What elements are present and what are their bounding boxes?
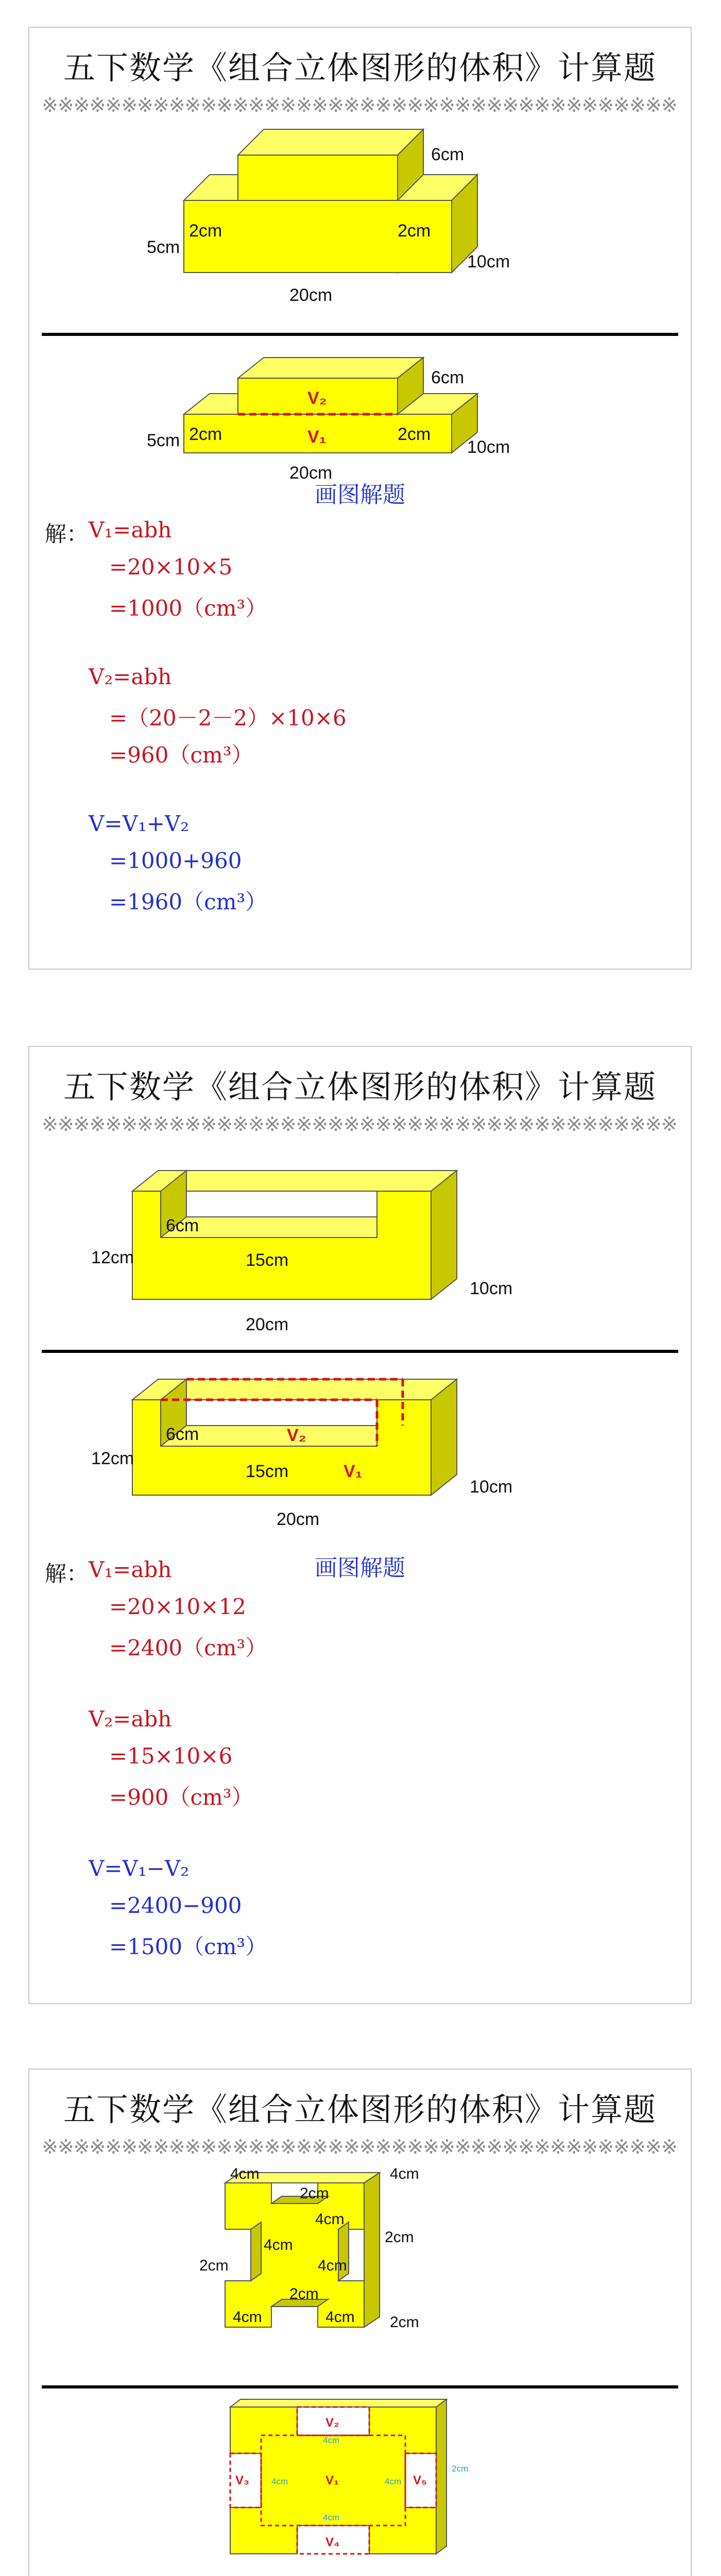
section-divider	[42, 333, 678, 336]
label-top-notch: 2cm	[300, 2185, 329, 2202]
solution-line: =20×10×12	[109, 1594, 246, 1619]
label-right-notch: 2cm	[385, 2229, 414, 2246]
label-small-right-depth: 2cm	[452, 2464, 469, 2473]
label-length: 20cm	[289, 463, 333, 483]
label-depth: 10cm	[467, 437, 510, 457]
label-v1: V₁	[307, 427, 327, 447]
label-middle-length: 15cm	[246, 1250, 289, 1270]
solution-line: =900（cm³）	[109, 1785, 253, 1810]
label-v3: V₃	[235, 2473, 250, 2487]
label-height: 12cm	[91, 1449, 134, 1468]
solution-line: =1500（cm³）	[109, 1934, 267, 1959]
solution-line: =1000（cm³）	[109, 596, 267, 621]
label-small-bottom: 4cm	[323, 2513, 340, 2522]
label-v1: V₁	[325, 2473, 339, 2487]
label-depth: 10cm	[470, 1279, 513, 1298]
label-depth: 10cm	[467, 252, 510, 272]
solution-line: V₂=abh	[89, 1706, 172, 1732]
label-left-width: 2cm	[189, 425, 222, 444]
solution-line: =960（cm³）	[109, 742, 253, 768]
solution-line: =2400−900	[109, 1893, 242, 1918]
problem-card-1	[28, 27, 692, 970]
star-separator: ※※※※※※※※※※※※※※※※※※※※※※※※※※※※※※※※※※※※※※※※	[42, 2136, 677, 2158]
label-small-right: 4cm	[385, 2477, 402, 2486]
label-small-left: 4cm	[271, 2477, 288, 2486]
label-middle-length: 15cm	[246, 1462, 289, 1481]
solution-line: V₁=abh	[89, 1557, 172, 1582]
label-v2: V₂	[287, 1426, 306, 1445]
label-base-height: 5cm	[147, 431, 180, 450]
hint-draw-to-solve: 画图解题	[315, 482, 405, 508]
label-bottom-notch: 2cm	[289, 2285, 319, 2302]
label-depth: 10cm	[470, 1477, 513, 1497]
label-height: 12cm	[91, 1248, 134, 1267]
label-v4: V₄	[325, 2535, 340, 2549]
solution-line: =2400（cm³）	[109, 1635, 267, 1660]
label-small-top: 4cm	[323, 2435, 340, 2445]
solution-line: =20×10×5	[109, 554, 233, 580]
label-center-bottom: 4cm	[318, 2257, 347, 2274]
stepped-prism-figure	[29, 118, 693, 324]
solution-line: =（20－2－2）×10×6	[109, 705, 347, 731]
label-inner-height: 6cm	[166, 1216, 199, 1235]
label-center-top: 4cm	[315, 2211, 345, 2228]
label-height: 6cm	[431, 145, 465, 164]
label-v2: V₂	[325, 2416, 339, 2430]
section-divider	[42, 2385, 678, 2388]
u-shape-figure	[29, 1160, 693, 1377]
right-side	[431, 1171, 457, 1299]
card-title: 五下数学《组合立体图形的体积》计算题	[63, 1068, 657, 1106]
solution-line: V=V₁−V₂	[89, 1856, 190, 1881]
card-title: 五下数学《组合立体图形的体积》计算题	[63, 49, 657, 87]
label-length: 20cm	[246, 1315, 289, 1334]
solution-prefix: 解：	[45, 1561, 89, 1586]
section-divider	[42, 1350, 678, 1353]
label-length: 20cm	[277, 1510, 320, 1529]
star-separator: ※※※※※※※※※※※※※※※※※※※※※※※※※※※※※※※※※※※※※※※※	[42, 1113, 677, 1136]
problem-card-2	[28, 1046, 692, 2004]
label-v5: V₅	[413, 2473, 427, 2487]
problem-card-3	[28, 2069, 692, 2576]
top-block-front-face	[238, 155, 398, 200]
label-depth: 2cm	[390, 2314, 419, 2331]
label-center-left: 4cm	[264, 2236, 293, 2253]
label-inner-height: 6cm	[166, 1425, 199, 1444]
label-bottom-left: 4cm	[233, 2309, 262, 2326]
label-length: 20cm	[289, 285, 333, 305]
label-top-right: 4cm	[390, 2165, 419, 2182]
label-v1: V₁	[344, 1462, 363, 1481]
hint-draw-to-solve: 画图解题	[315, 1555, 405, 1581]
u-shape-split-figure	[29, 1361, 693, 1547]
star-separator: ※※※※※※※※※※※※※※※※※※※※※※※※※※※※※※※※※※※※※※※※	[42, 94, 677, 116]
solution-line: V₁=abh	[89, 517, 172, 543]
label-base-height: 5cm	[147, 238, 180, 257]
solution-line: V₂=abh	[89, 664, 172, 689]
label-top-left: 4cm	[230, 2165, 260, 2182]
label-height: 6cm	[431, 368, 465, 387]
label-right-width: 2cm	[398, 425, 431, 444]
label-left-width: 2cm	[189, 221, 222, 241]
solution-prefix: 解：	[45, 521, 89, 547]
right-side	[364, 2173, 380, 2327]
label-right-width: 2cm	[398, 221, 431, 241]
top-block-top-face	[238, 129, 423, 155]
h-shape-split-figure	[29, 2392, 693, 2572]
solution-line: =1000+960	[109, 848, 242, 873]
card-title: 五下数学《组合立体图形的体积》计算题	[63, 2091, 657, 2128]
solution-line: V=V₁+V₂	[89, 811, 190, 836]
label-left-notch: 2cm	[199, 2257, 229, 2274]
solution-line: =15×10×6	[109, 1743, 233, 1769]
label-v2: V₂	[307, 388, 327, 408]
solution-line: =1960（cm³）	[109, 889, 267, 914]
h-shape-figure	[29, 2167, 693, 2374]
label-bottom-right: 4cm	[325, 2309, 355, 2326]
